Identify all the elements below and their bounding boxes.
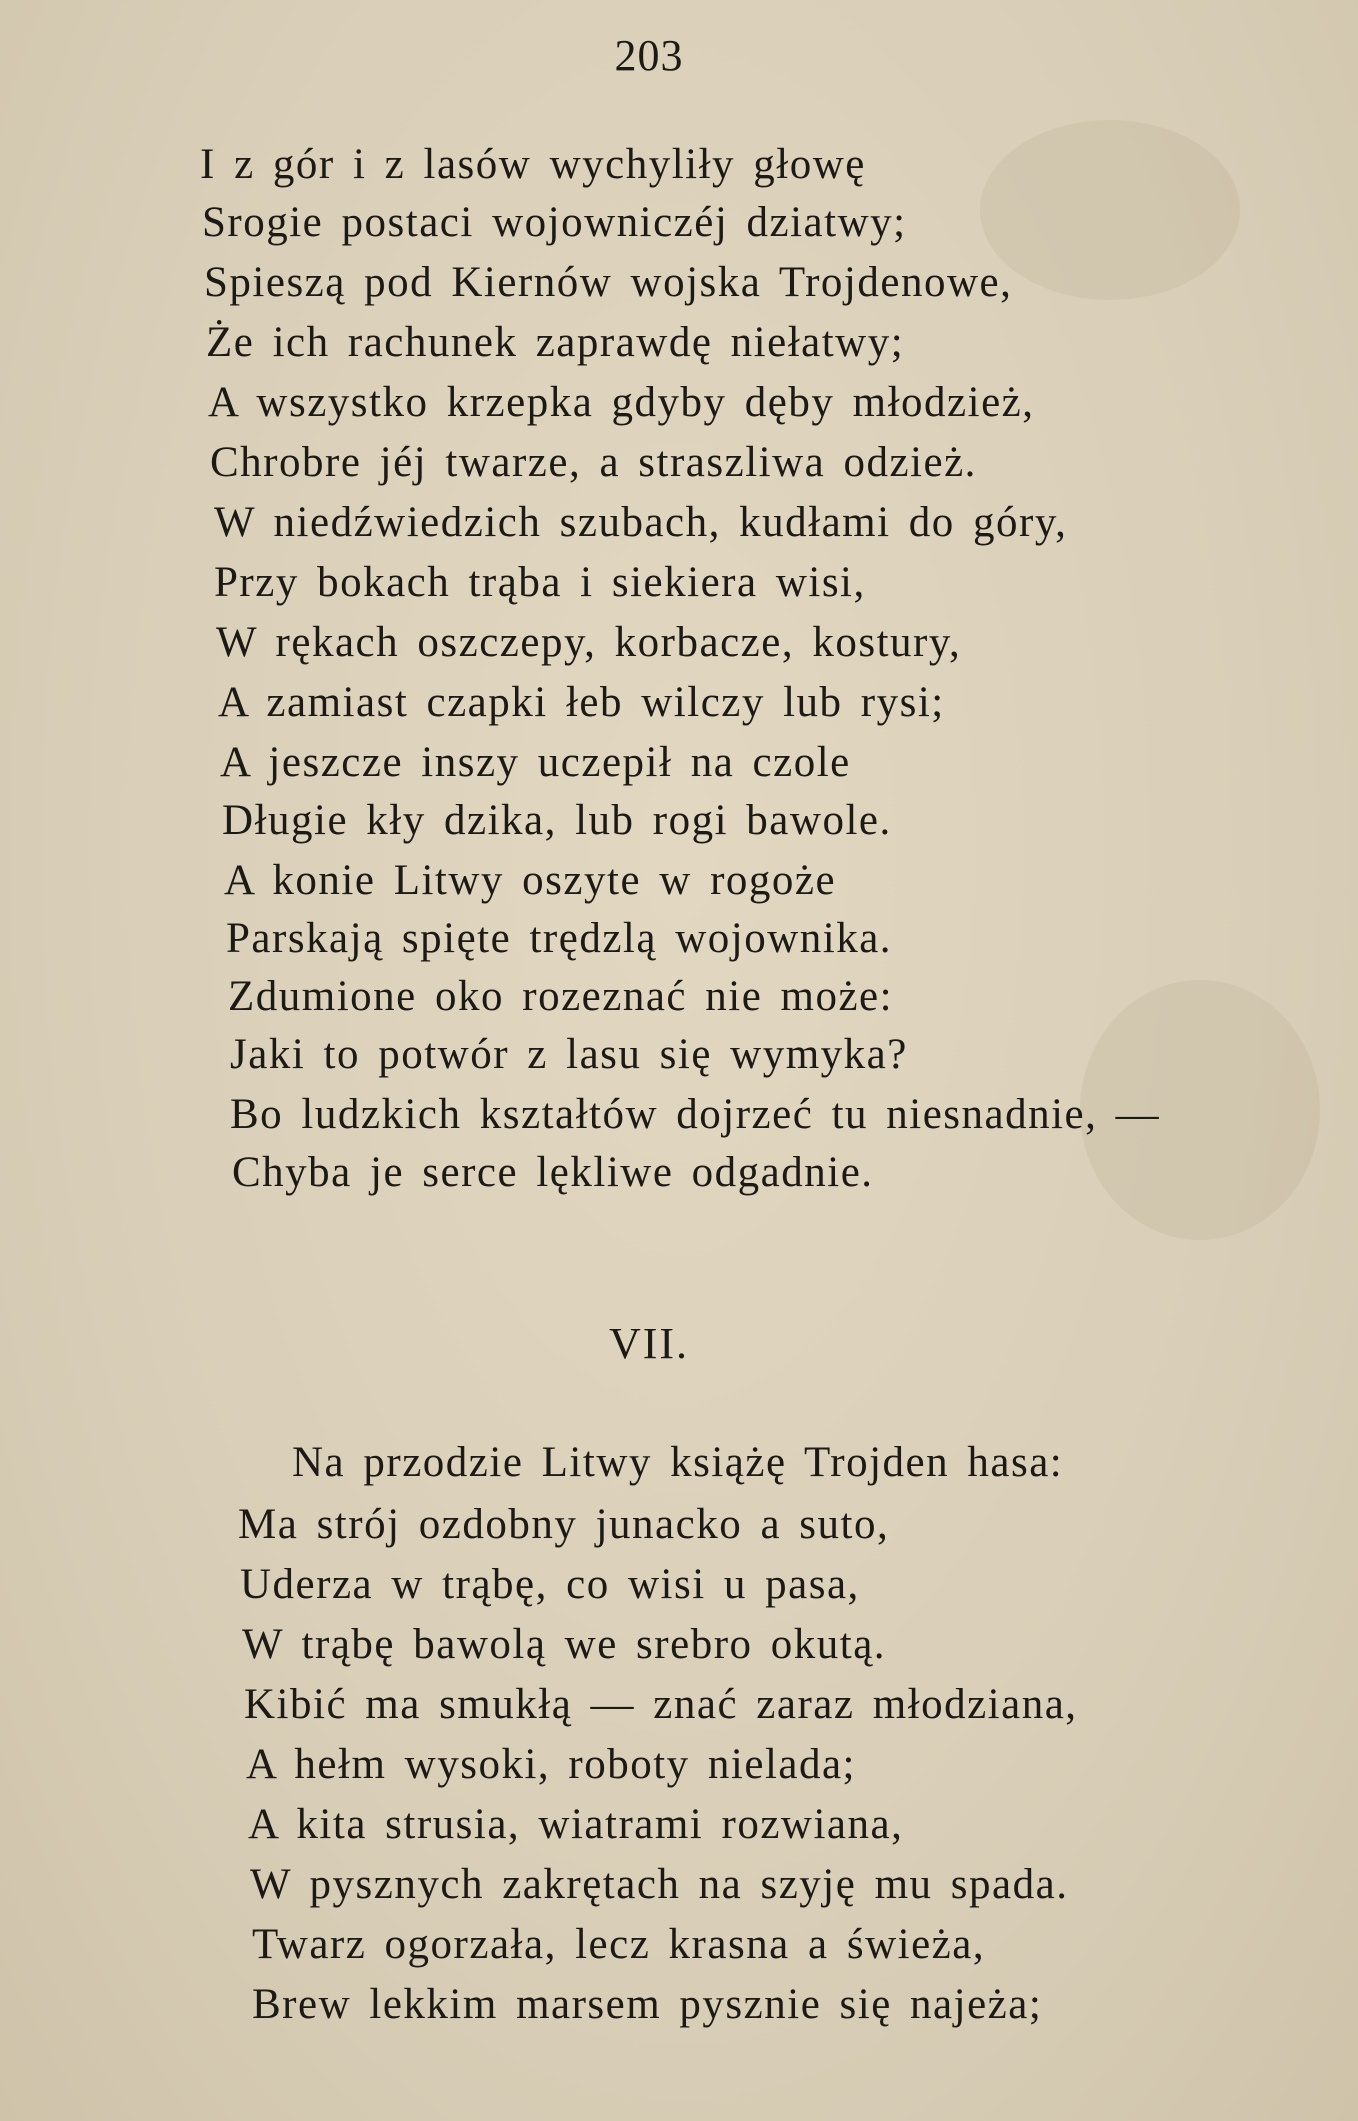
verse-line: Uderza w trąbę, co wisi u pasa, <box>240 1561 860 1608</box>
verse-line: Kibić ma smukłą — znać zaraz młodziana, <box>244 1681 1078 1728</box>
verse-line: A konie Litwy oszyte w rogoże <box>224 857 837 904</box>
verse-line: A zamiast czapki łeb wilczy lub rysi; <box>218 679 945 726</box>
paper-stain <box>980 120 1240 300</box>
verse-line: Że ich rachunek zaprawdę niełatwy; <box>206 319 905 366</box>
verse-line: Srogie postaci wojowniczéj dziatwy; <box>202 199 907 246</box>
verse-line: Brew lekkim marsem pysznie się najeża; <box>252 1981 1043 2028</box>
verse-line: A hełm wysoki, roboty nielada; <box>246 1741 857 1788</box>
verse-line: Na przodzie Litwy książę Trojden hasa: <box>292 1439 1064 1486</box>
verse-line: Spieszą pod Kiernów wojska Trojdenowe, <box>204 259 1013 306</box>
verse-line: Twarz ogorzała, lecz krasna a świeża, <box>252 1921 986 1968</box>
verse-line: Parskają spięte trędzlą wojownika. <box>226 915 893 962</box>
verse-line: Zdumione oko rozeznać nie może: <box>228 973 894 1020</box>
verse-line: W trąbę bawolą we srebro okutą. <box>242 1621 887 1668</box>
verse-line: Długie kły dzika, lub rogi bawole. <box>222 797 892 844</box>
verse-line: A wszystko krzepka gdyby dęby młodzież, <box>208 379 1035 426</box>
verse-line: Jaki to potwór z lasu się wymyka? <box>230 1031 908 1078</box>
verse-line: W niedźwiedzich szubach, kudłami do góry, <box>214 499 1068 546</box>
verse-line: W rękach oszczepy, korbacze, kostury, <box>216 619 962 666</box>
page-number: 203 <box>614 31 684 80</box>
verse-line: Przy bokach trąba i siekiera wisi, <box>214 559 866 606</box>
verse-line: Chyba je serce lękliwe odgadnie. <box>232 1149 874 1196</box>
verse-line: A kita strusia, wiatrami rozwiana, <box>248 1801 904 1848</box>
verse-line: Chrobre jéj twarze, a straszliwa odzież. <box>210 439 977 486</box>
section-heading: VII. <box>608 1319 690 1368</box>
verse-line: A jeszcze inszy uczepił na czole <box>220 739 851 786</box>
verse-line: Bo ludzkich kształtów dojrzeć tu niesnadnie, — <box>230 1091 1161 1138</box>
verse-line: W pysznych zakrętach na szyję mu spada. <box>250 1861 1069 1908</box>
verse-line: Ma strój ozdobny junacko a suto, <box>238 1501 890 1548</box>
verse-line: I z gór i z lasów wychyliły głowę <box>200 141 866 188</box>
